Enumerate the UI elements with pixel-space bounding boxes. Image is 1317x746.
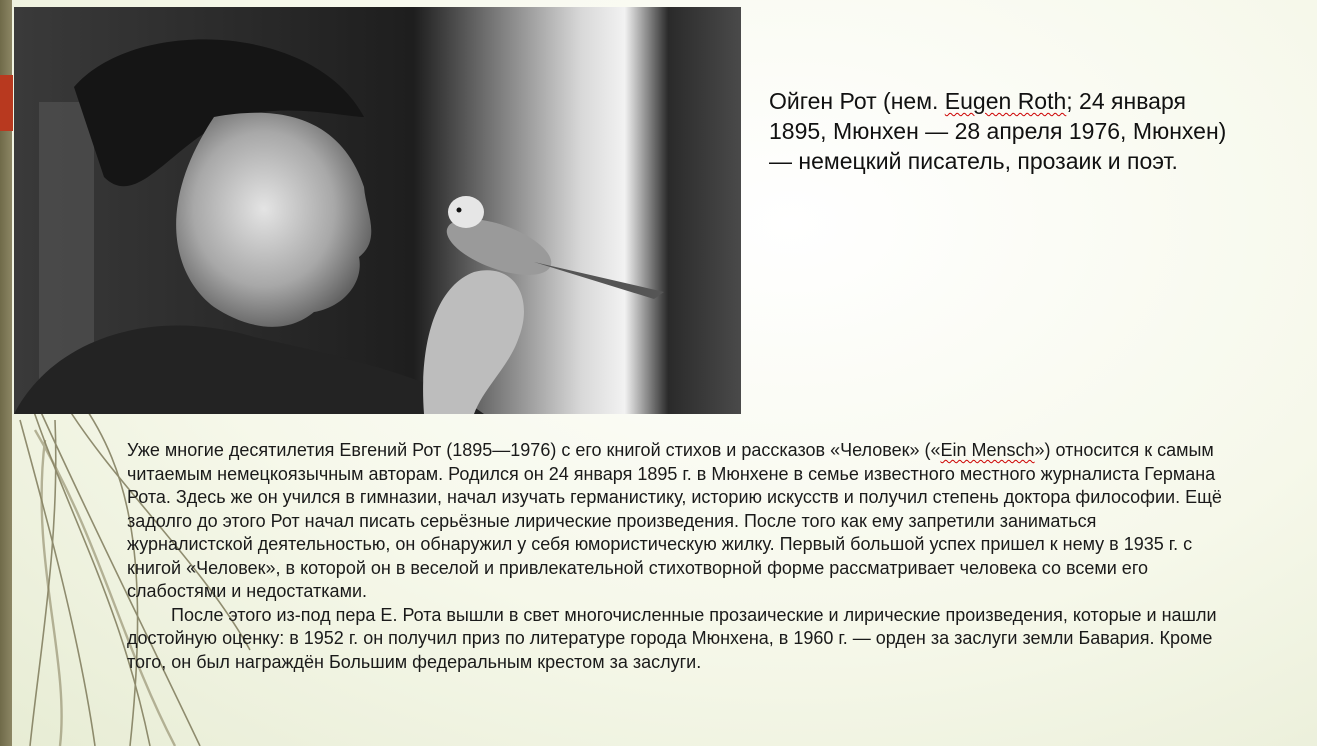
intro-text-start: Ойген Рот (нем. [769, 88, 945, 114]
portrait-with-budgie-photo-icon [14, 7, 741, 414]
biography-text [127, 439, 1227, 674]
biography-paragraph-2: После этого из-под пера Е. Рота вышли в свет многочисленные прозаические и лирические произведения, которые и нашли достойную оценку: в 1952 г. он получил приз по литературе города Мюнхена, в 1960 г. — орден за заслуги земли Бавария. Кроме того, он был награждён Большим федеральным крестом за заслуги. [127, 604, 1217, 672]
biography-paragraph-1 [127, 439, 1227, 604]
paragraph-1-end: ») относится к самым читаемым немецкоязычным авторам. Родился он 24 января 1895 г. в Мюнхене в семье известного местного журналиста Германа Рота. Здесь же он учился в гимназии, начал изучать германистику, историю искусств и получил степень доктора философии. Ещё задолго до этого Рот начал писать серьёзные лирические произведения. После того как ему запретили заниматься журналистской деятельностью, он обнаружил у себя юмористическую жилку. Первый большой успех пришел к нему в 1935 г. с книгой «Человек», в которой он в веселой и привлекательной стихотворной форме рассматривает человека со всеми его слабостями и недостатками. [127, 440, 1222, 601]
intro-text-end: ; 24 января 1895, Мюнхен — 28 апреля 1976, Мюнхен) — немецкий писатель, прозаик и поэт. [769, 88, 1227, 174]
intro-paragraph [769, 86, 1239, 176]
paragraph-1-start: Уже многие десятилетия Евгений Рот (1895—1976) с его книгой стихов и рассказов «Человек» (« [127, 440, 941, 460]
author-photo [14, 7, 741, 414]
ein-mensch-link[interactable]: Ein Mensch [940, 440, 1035, 460]
german-name-link[interactable]: Eugen Roth [944, 88, 1067, 114]
